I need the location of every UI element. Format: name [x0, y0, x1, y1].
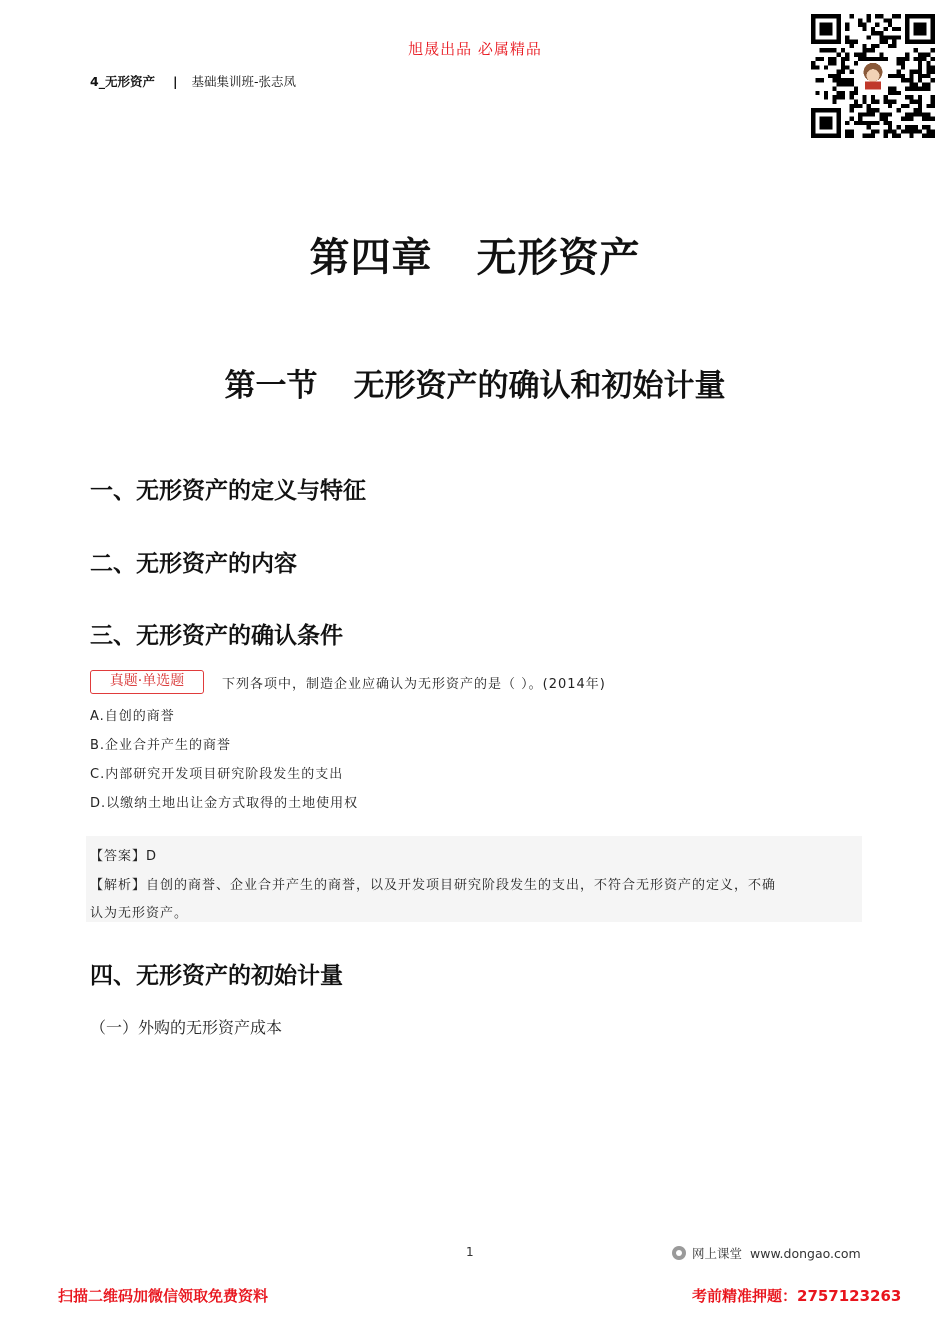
analysis-line-2: 认为无形资产。 [90, 906, 189, 921]
heading-definition: 一、无形资产的定义与特征 [90, 477, 366, 504]
option-a: A.自创的商誉 [90, 709, 175, 724]
header-separator: | [172, 73, 178, 89]
heading-initial-measurement: 四、无形资产的初始计量 [90, 962, 343, 989]
footer-brand [672, 1244, 861, 1262]
question-badge: 真题·单选题 [90, 670, 204, 694]
chapter-name: 无形资产 [476, 234, 641, 281]
section-name: 无形资产的确认和初始计量 [353, 368, 726, 404]
chapter-title [0, 226, 950, 283]
question-text: 下列各项中，制造企业应确认为无形资产的是（ ）。(2014年) [222, 677, 606, 692]
brand-url: www.dongao.com [750, 1245, 861, 1261]
header-course: 基础集训班-张志凤 [191, 74, 297, 89]
brand-name: 网上课堂 [692, 1246, 743, 1261]
watermark-text: 旭晟出品 必属精品 [408, 40, 542, 58]
section-title [0, 360, 950, 405]
subheading-purchased: （一）外购的无形资产成本 [90, 1018, 283, 1037]
dongao-logo-icon [672, 1246, 686, 1260]
option-d: D.以缴纳土地出让金方式取得的土地使用权 [90, 796, 359, 811]
qr-code-icon [810, 14, 936, 138]
option-c: C.内部研究开发项目研究阶段发生的支出 [90, 767, 344, 782]
option-b: B.企业合并产生的商誉 [90, 738, 232, 753]
page-number: 1 [466, 1245, 474, 1259]
chapter-number: 第四章 [309, 234, 433, 281]
heading-content: 二、无形资产的内容 [90, 550, 297, 577]
heading-recognition: 三、无形资产的确认条件 [90, 622, 343, 649]
page-header [90, 72, 296, 90]
header-chapter: 4_无形资产 [90, 74, 155, 89]
answer-line: 【答案】D [90, 849, 158, 864]
promo-left: 扫描二维码加微信领取免费资料 [58, 1287, 269, 1305]
section-number: 第一节 [224, 368, 318, 404]
promo-right: 考前精准押题：2757123263 [692, 1287, 902, 1305]
analysis-line-1: 【解析】自创的商誉、企业合并产生的商誉，以及开发项目研究阶段发生的支出，不符合无形资产的定义，不确 [90, 878, 777, 893]
